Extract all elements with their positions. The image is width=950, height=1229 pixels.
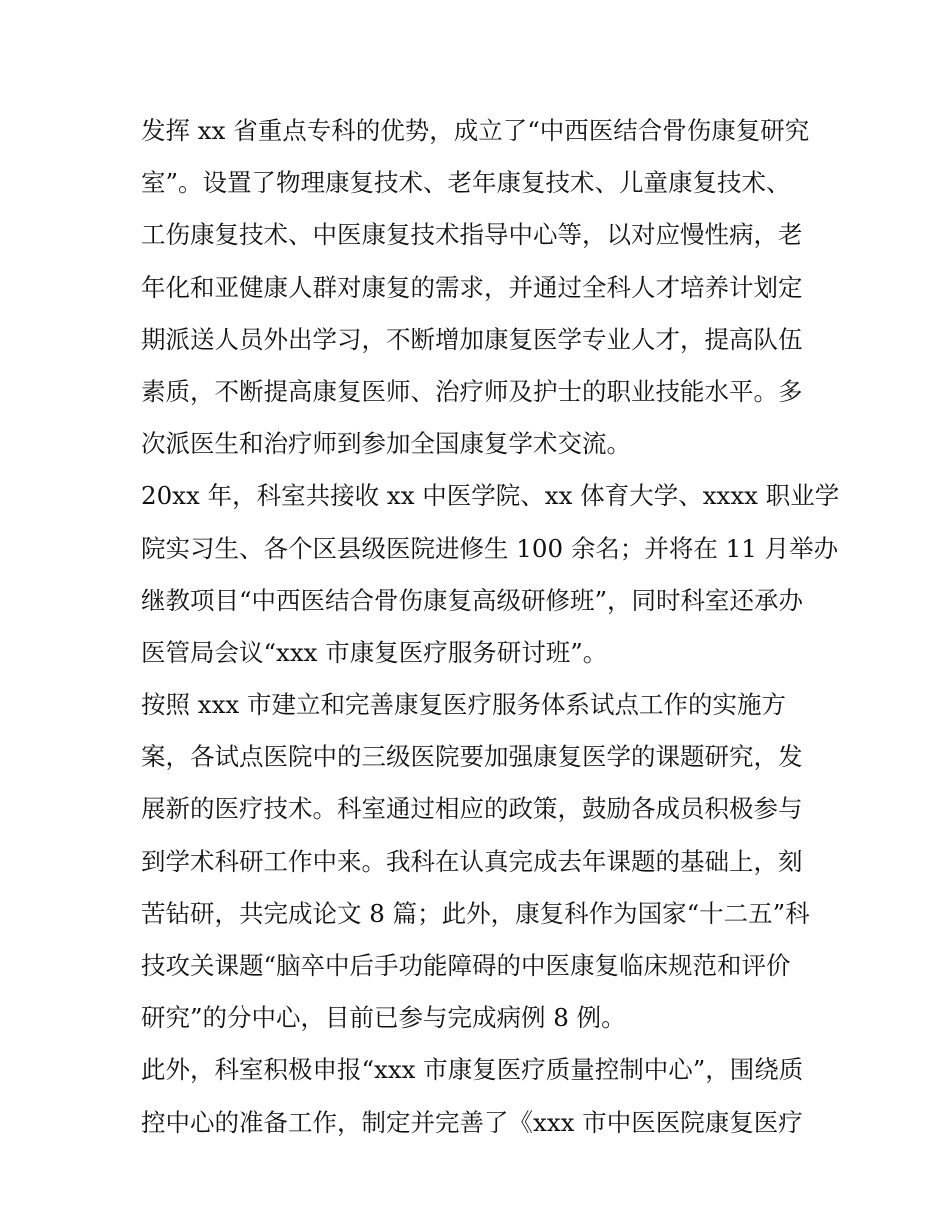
- paragraph-3: [141, 679, 816, 1044]
- text-line: 工伤康复技术、中医康复技术指导中心等，以对应慢性病，老: [141, 220, 803, 250]
- text-line: 展新的医疗技术。科室通过相应的政策，鼓励各成员积极参与: [141, 794, 803, 824]
- text-line: 控中心的准备工作，制定并完善了《xxx 市中医医院康复医疗: [141, 1107, 803, 1137]
- text-line: 次派医生和治疗师到参加全国康复学术交流。: [141, 429, 631, 459]
- text-line: 期派送人员外出学习，不断增加康复医学专业人才，提高队伍: [141, 324, 803, 354]
- text-line: 到学术科研工作中来。我科在认真完成去年课题的基础上，刻: [141, 846, 803, 876]
- text-line: 医管局会议“xxx 市康复医疗服务研讨班”。: [141, 637, 608, 667]
- text-line: 发挥 xx 省重点专科的优势，成立了“中西医结合骨伤康复研究: [141, 116, 810, 145]
- text-line: 技攻关课题“脑卒中后手功能障碍的中医康复临床规范和评价: [141, 951, 791, 980]
- text-line: 20xx 年，科室共接收 xx 中医学院、xx 体育大学、xxxx 职业学: [141, 481, 840, 511]
- text-line: 案，各试点医院中的三级医院要加强康复医学的课题研究，发: [141, 742, 803, 772]
- paragraph-1: [141, 105, 816, 470]
- document-body: [141, 105, 840, 1149]
- text-line: 素质，不断提高康复医师、治疗师及护士的职业技能水平。多: [141, 376, 803, 406]
- text-line: 院实习生、各个区县级医院进修生 100 余名；并将在 11 月举办: [141, 533, 839, 563]
- paragraph-2: [141, 470, 840, 679]
- text-line: 年化和亚健康人群对康复的需求，并通过全科人才培养计划定: [141, 272, 803, 302]
- text-line: 按照 xxx 市建立和完善康复医疗服务体系试点工作的实施方: [141, 690, 787, 720]
- text-line: 室”。设置了物理康复技术、老年康复技术、儿童康复技术、: [141, 168, 791, 198]
- paragraph-4: [141, 1044, 816, 1148]
- text-line: 继教项目“中西医结合骨伤康复高级研修班”，同时科室还承办: [141, 585, 804, 615]
- text-line: 研究”的分中心，目前已参与完成病例 8 例。: [141, 1003, 626, 1033]
- text-line: 苦钻研，共完成论文 8 篇；此外，康复科作为国家“十二五”科: [141, 898, 810, 928]
- text-line: 此外，科室积极申报“xxx 市康复医疗质量控制中心”，围绕质: [141, 1055, 804, 1085]
